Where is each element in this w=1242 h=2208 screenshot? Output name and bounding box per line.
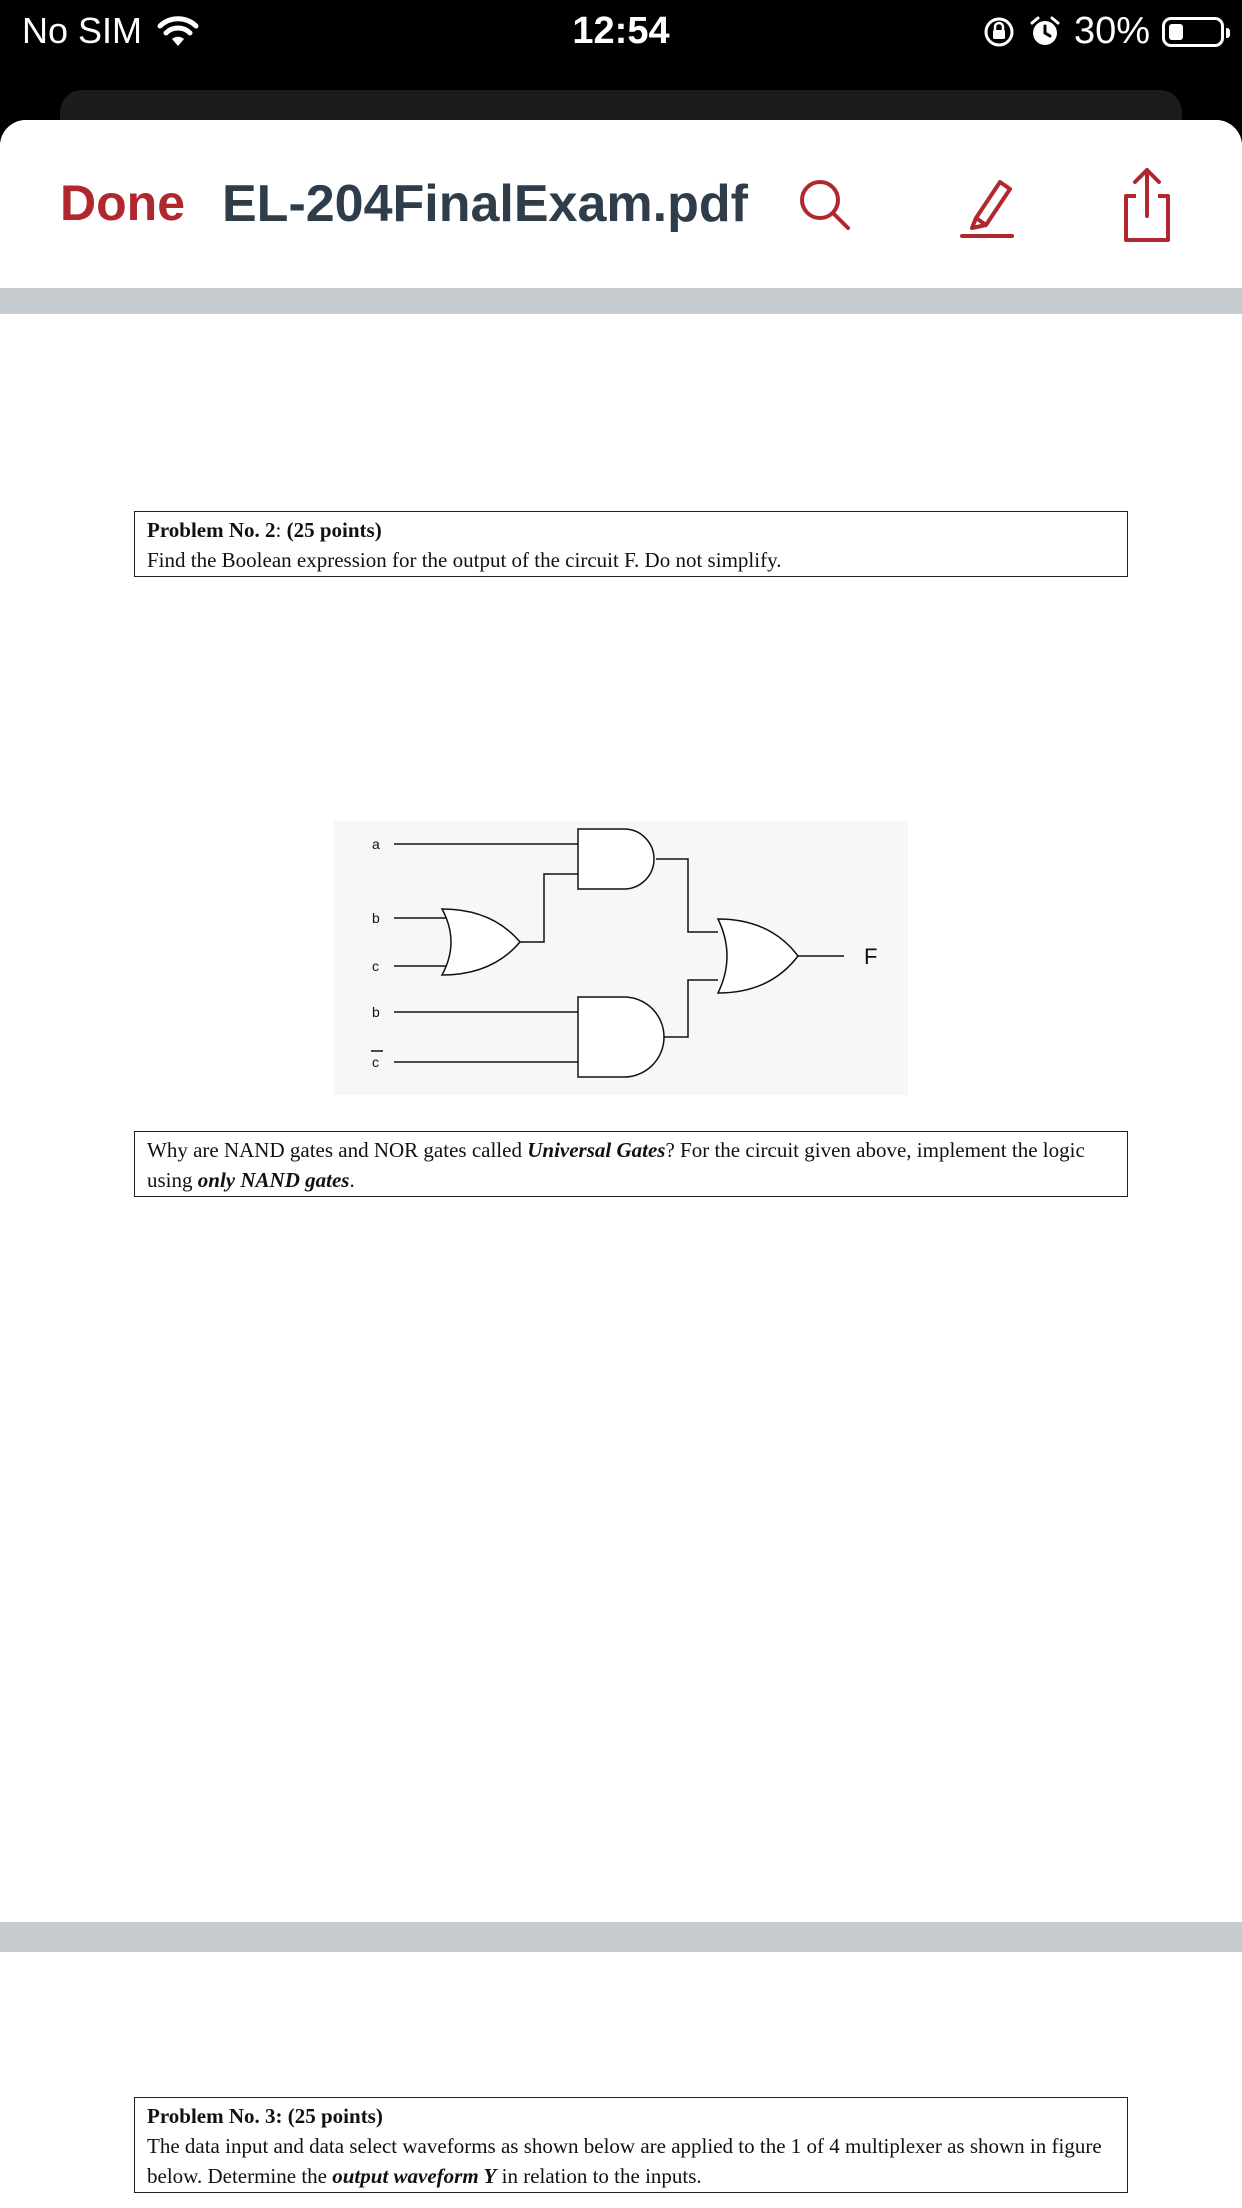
done-button[interactable]: Done — [60, 175, 185, 231]
carrier-label: No SIM — [22, 10, 143, 51]
problem-2-points: (25 points) — [286, 518, 382, 542]
problem-3-text: The data input and data select waveforms as shown below are applied to the 1 of 4 multiplexer as shown in figure below. Determine the output waveform Y in relation to the inputs. — [147, 2134, 1102, 2188]
problem-2-separator: : — [275, 518, 287, 542]
universal-q-text-1: Why are NAND gates and NOR gates called — [147, 1138, 528, 1162]
universal-q-emphasis-2: only NAND gates — [197, 1168, 350, 1192]
problem-3-emphasis: output waveform Y — [332, 2164, 497, 2188]
problem-3-box — [134, 2097, 1128, 2193]
page-gap — [0, 288, 1242, 314]
orientation-lock-icon — [982, 15, 1016, 49]
nav-bar — [0, 120, 1242, 290]
problem-2-text: Find the Boolean expression for the output of the circuit F. Do not simplify. — [147, 548, 782, 572]
universal-gates-question-box — [134, 1131, 1128, 1197]
pdf-viewer-sheet — [0, 120, 1242, 2208]
and-gate-top — [578, 829, 654, 889]
input-label-b-2: b — [372, 1004, 380, 1020]
problem-2-heading: Problem No. 2 — [147, 518, 276, 542]
or-gate-output — [718, 919, 798, 993]
problem-2-heading-line — [147, 515, 1115, 545]
markup-pen-icon[interactable] — [942, 160, 1032, 250]
clock: 12:54 — [572, 10, 670, 52]
input-label-a: a — [372, 836, 380, 852]
pdf-page-1 — [0, 314, 1242, 1922]
input-label-b: b — [372, 910, 380, 926]
search-icon[interactable] — [780, 160, 870, 250]
share-icon[interactable] — [1102, 160, 1192, 250]
status-icons — [982, 10, 1224, 53]
status-bar — [0, 0, 1242, 88]
universal-q-text-2: ? For the circuit given above, implement the logic using — [147, 1138, 1085, 1192]
input-label-c: c — [372, 958, 379, 974]
output-label-f: F — [864, 944, 878, 969]
battery-icon — [1162, 17, 1224, 47]
or-gate-input — [442, 909, 520, 975]
universal-q-emphasis-1: Universal Gates — [527, 1138, 666, 1162]
alarm-icon — [1028, 15, 1062, 49]
problem-3-heading: Problem No. 3: (25 points) — [147, 2104, 383, 2128]
and-gate-bottom — [578, 997, 664, 1077]
universal-q-text-3: . — [349, 1168, 355, 1192]
page-gap — [0, 1922, 1242, 1952]
input-label-c-bar: c — [372, 1054, 379, 1070]
problem-2-box — [134, 511, 1128, 577]
logic-circuit-diagram — [334, 821, 908, 1095]
battery-percent: 30% — [1073, 10, 1150, 52]
pdf-page-2 — [0, 1952, 1242, 2208]
document-title: EL-204FinalExam.pdf — [222, 175, 748, 233]
